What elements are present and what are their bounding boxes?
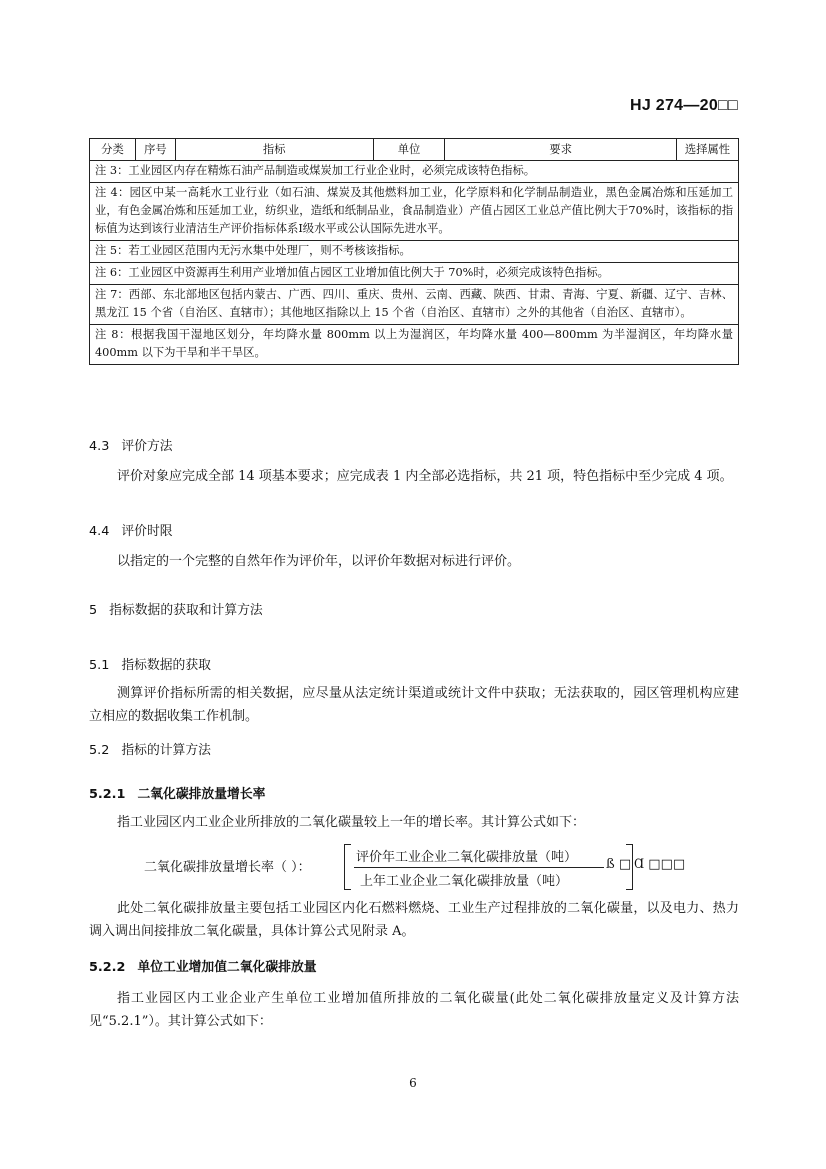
fraction-bar <box>354 867 604 868</box>
section-number: 5 <box>89 603 98 618</box>
table-note: 注 7：西部、东北部地区包括内蒙古、广西、四川、重庆、贵州、云南、西藏、陕西、甘肃、青海、宁夏、新疆、辽宁、吉林、黑龙江 15 个省（自治区、直辖市）；其他地区指除以上 15 个省（自治区、直辖市）之外的其他省（自治区、直辖市）。 <box>90 285 739 325</box>
section-number: 5.1 <box>89 658 110 673</box>
paragraph-4-3: 评价对象应完成全部 14 项基本要求；应完成表 1 内全部必选指标，共 21 项，特色指标中至少完成 4 项。 <box>117 469 733 484</box>
section-title: 单位工业增加值二氧化碳排放量 <box>137 960 317 975</box>
section-heading-5 <box>89 599 263 618</box>
section-title: 评价时限 <box>121 524 173 539</box>
paragraph-4-4: 以指定的一个完整的自然年作为评价年，以评价年数据对标进行评价。 <box>117 554 521 569</box>
section-title: 指标的计算方法 <box>121 743 211 758</box>
section-heading-4-4 <box>89 520 173 539</box>
paragraph-5-2-1-note: 此处二氧化碳排放量主要包括工业园区内化石燃料燃烧、工业生产过程排放的二氧化碳量，以及电力、热力调入调出间接排放二氧化碳量，具体计算公式见附录 A。 <box>89 901 739 939</box>
formula-tail: Ɑ □□□ <box>634 857 686 872</box>
section-heading-5-2 <box>89 739 211 758</box>
column-header: 指标 <box>175 139 373 161</box>
table-note: 注 6：工业园区中资源再生利用产业增加值占园区工业增加值比例大于 70%时，必须完成该特色指标。 <box>90 263 739 285</box>
growth-rate-formula <box>120 842 720 892</box>
table-note: 注 4：园区中某一高耗水工业行业（如石油、煤炭及其他燃料加工业，化学原料和化学制品制造业，黑色金属冶炼和压延加工业，有色金属冶炼和压延加工业，纺织业，造纸和纸制品业，食品制造业）产值占园区工业总产值比例大于70%时，该指标的指标值为达到该行业清洁生产评价指标体系Ⅰ级水平或公认国际先进水平。 <box>90 183 739 241</box>
section-heading-4-3 <box>89 435 173 454</box>
paragraph-5-2-2: 指工业园区内工业企业产生单位工业增加值所排放的二氧化碳量(此处二氧化碳排放量定义及计算方法见“5.2.1”）。其计算公式如下： <box>89 991 739 1029</box>
table-header-row <box>90 139 739 161</box>
section-title: 评价方法 <box>121 439 173 454</box>
column-header: 单位 <box>373 139 445 161</box>
section-heading-5-2-1 <box>89 783 265 802</box>
bracket-left <box>344 844 351 890</box>
paragraph-5-1: 测算评价指标所需的相关数据，应尽量从法定统计渠道或统计文件中获取；无法获取的，园区管理机构应建立相应的数据收集工作机制。 <box>89 686 739 724</box>
table-row <box>90 241 739 263</box>
indicator-table <box>89 138 739 365</box>
section-heading-5-1 <box>89 654 211 673</box>
table-row <box>90 183 739 241</box>
section-heading-5-2-2 <box>89 956 317 975</box>
paragraph-5-2-1: 指工业园区内工业企业所排放的二氧化碳量较上一年的增长率。其计算公式如下： <box>117 815 586 830</box>
table-row <box>90 263 739 285</box>
column-header: 序号 <box>135 139 175 161</box>
formula-numerator: 评价年工业企业二氧化碳排放量（吨） <box>356 850 578 865</box>
document-code: HJ 274—20□□ <box>629 97 738 114</box>
column-header: 分类 <box>90 139 136 161</box>
column-header: 选择属性 <box>677 139 739 161</box>
table-row <box>90 161 739 183</box>
section-title: 指标数据的获取和计算方法 <box>109 603 263 618</box>
formula-denominator: 上年工业企业二氧化碳排放量（吨） <box>360 874 569 889</box>
formula-operator: ß □ <box>606 857 632 872</box>
table-row <box>90 325 739 365</box>
table-row <box>90 285 739 325</box>
table-note: 注 3：工业园区内存在精炼石油产品制造或煤炭加工行业企业时，必须完成该特色指标。 <box>90 161 739 183</box>
section-number: 4.4 <box>89 524 110 539</box>
table-note: 注 5：若工业园区范围内无污水集中处理厂，则不考核该指标。 <box>90 241 739 263</box>
section-title: 指标数据的获取 <box>121 658 211 673</box>
formula-lhs: 二氧化碳排放量增长率（ ）： <box>144 860 311 875</box>
section-number: 5.2.2 <box>89 960 126 975</box>
section-title: 二氧化碳排放量增长率 <box>137 787 266 802</box>
page-number: 6 <box>409 1076 417 1090</box>
bracket-right <box>626 844 633 890</box>
section-number: 4.3 <box>89 439 110 454</box>
column-header: 要求 <box>445 139 677 161</box>
table-note: 注 8：根据我国干湿地区划分，年均降水量 800mm 以上为湿润区，年均降水量 400—800mm 为半湿润区，年均降水量 400mm 以下为干旱和半干旱区。 <box>90 325 739 365</box>
section-number: 5.2.1 <box>89 787 126 802</box>
section-number: 5.2 <box>89 743 110 758</box>
